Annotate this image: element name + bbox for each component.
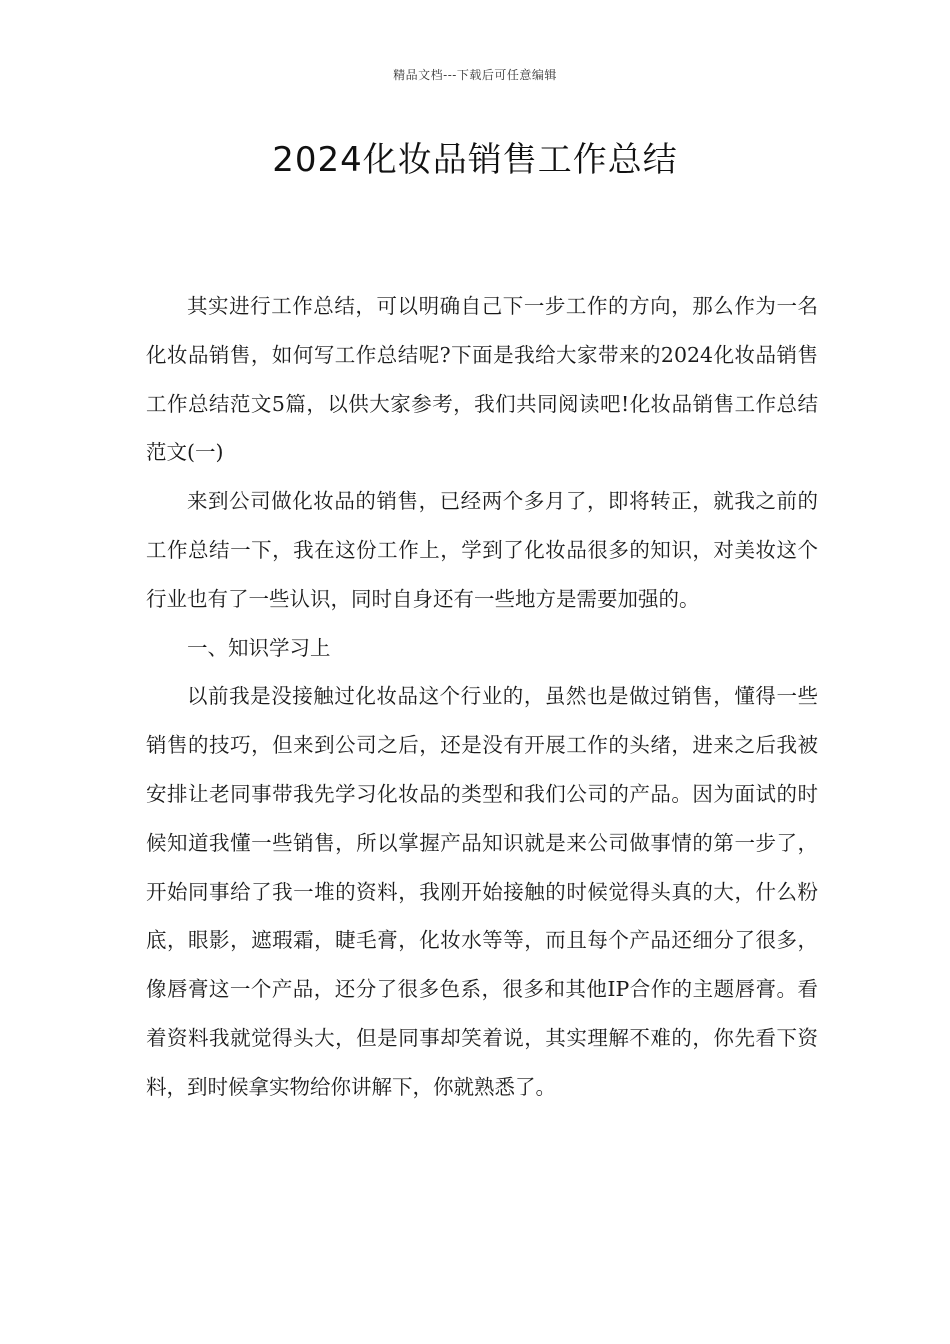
intro-paragraph: 其实进行工作总结，可以明确自己下一步工作的方向，那么作为一名化妆品销售，如何写工作总结呢?下面是我给大家带来的2024化妆品销售工作总结范文5篇，以供大家参考，我们共同阅读吧!化妆品销售工作总结范文(一)	[146, 294, 818, 465]
section-heading: 一、知识学习上	[187, 635, 331, 660]
document-body	[146, 282, 818, 1112]
header-note: 精品文档---下载后可任意编辑	[393, 68, 557, 82]
body-paragraph: 来到公司做化妆品的销售，已经两个多月了，即将转正，就我之前的工作总结一下，我在这份工作上，学到了化妆品很多的知识，对美妆这个行业也有了一些认识，同时自身还有一些地方是需要加强的。	[146, 489, 818, 611]
document-title: 2024化妆品销售工作总结	[272, 140, 678, 180]
body-paragraph: 以前我是没接触过化妆品这个行业的，虽然也是做过销售，懂得一些销售的技巧，但来到公司之后，还是没有开展工作的头绪，进来之后我被安排让老同事带我先学习化妆品的类型和我们公司的产品。因为面试的时候知道我懂一些销售，所以掌握产品知识就是来公司做事情的第一步了，开始同事给了我一堆的资料，我刚开始接触的时候觉得头真的大，什么粉底，眼影，遮瑕霜，睫毛膏，化妆水等等，而且每个产品还细分了很多，像唇膏这一个产品，还分了很多色系，很多和其他IP合作的主题唇膏。看着资料我就觉得头大，但是同事却笑着说，其实理解不难的，你先看下资料，到时候拿实物给你讲解下，你就熟悉了。	[146, 684, 818, 1099]
